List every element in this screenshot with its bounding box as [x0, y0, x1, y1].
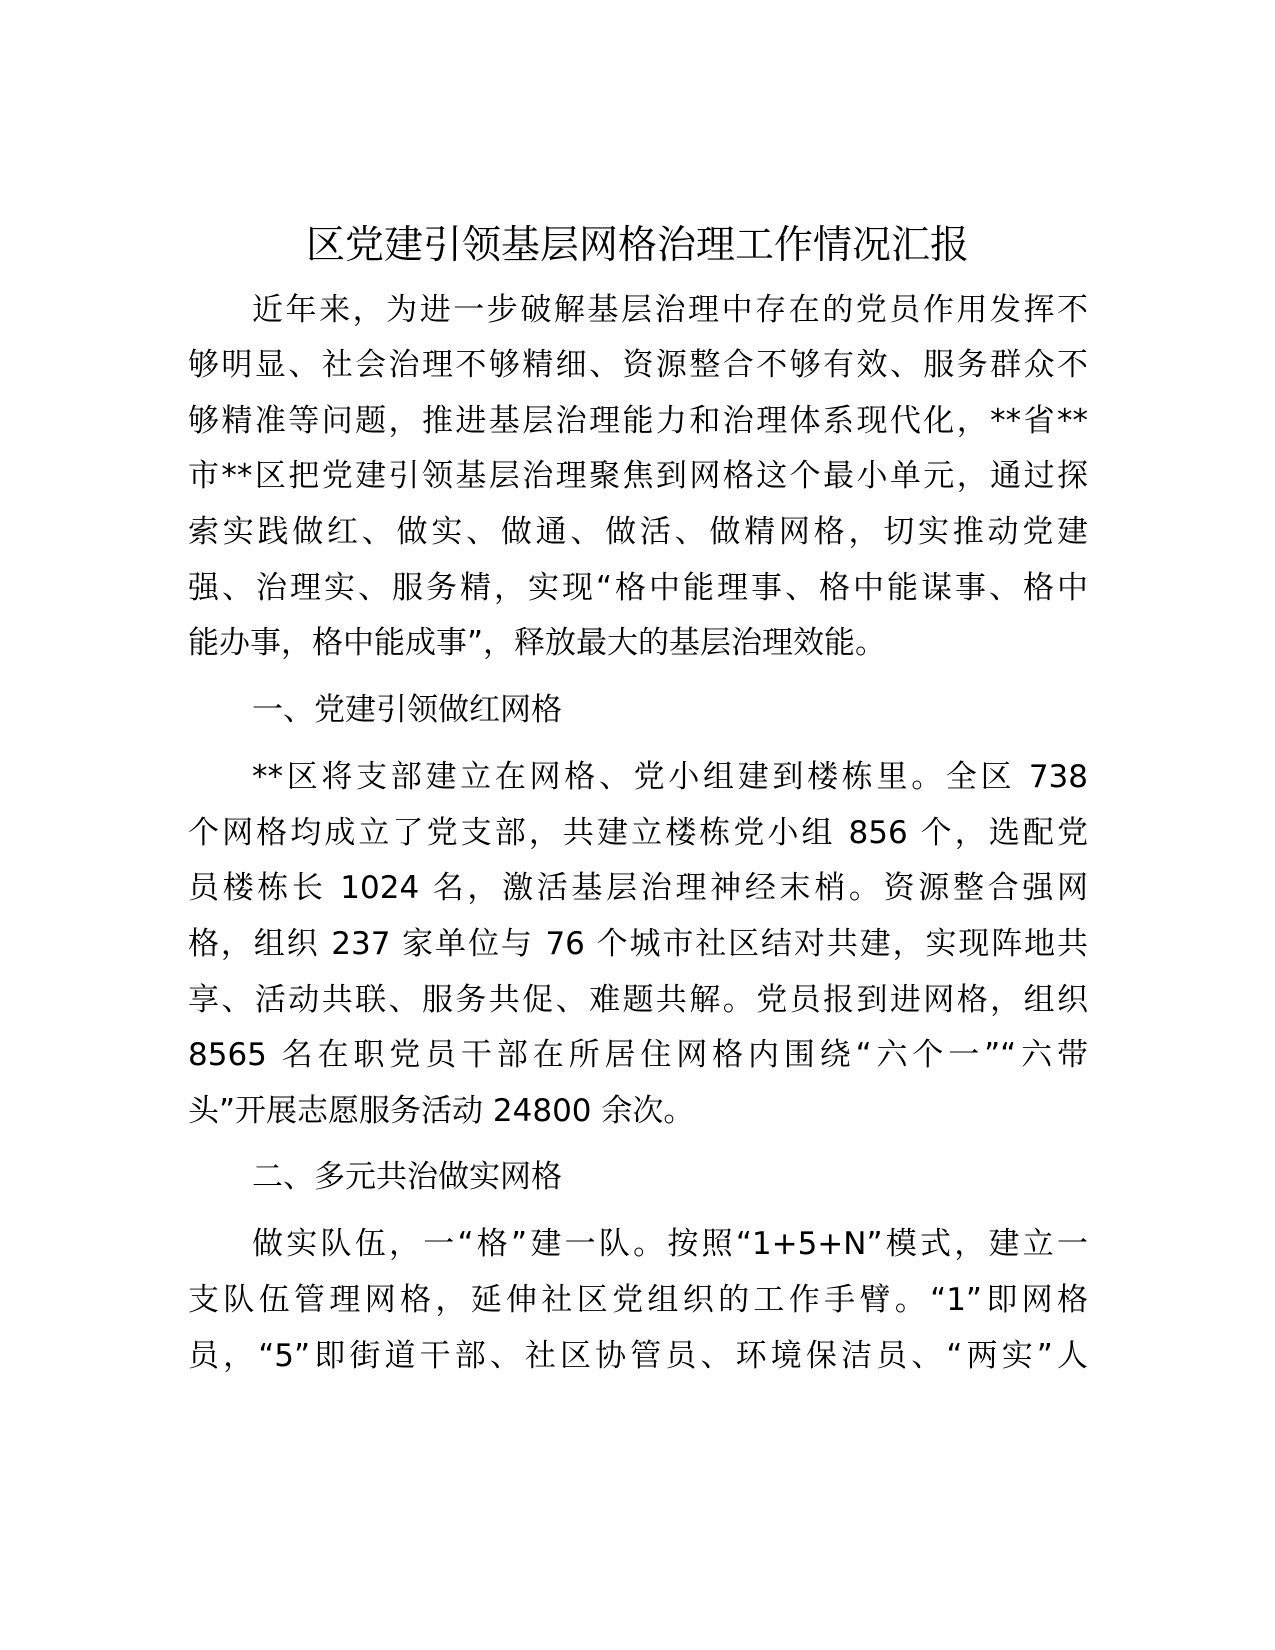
- intro-line-5: 索实践做红、做实、做通、做活、做精网格，切实推动党建: [188, 514, 1088, 550]
- intro-line-2: 够明显、社会治理不够精细、资源整合不够有效、服务群众不: [188, 347, 1088, 383]
- section-1-line-4: 格，组织 237 家单位与 76 个城市社区结对共建，实现阵地共: [188, 926, 1088, 962]
- intro-line-3: 够精准等问题，推进基层治理能力和治理体系现代化，**省**: [188, 403, 1088, 439]
- section-1-line-6: 8565 名在职党员干部在所居住网格内围绕“六个一”“六带: [188, 1037, 1088, 1073]
- intro-line-6: 强、治理实、服务精，实现“格中能理事、格中能谋事、格中: [188, 570, 1088, 606]
- section-1-line-2: 个网格均成立了党支部，共建立楼栋党小组 856 个，选配党: [188, 815, 1088, 851]
- section-1-heading: 一、党建引领做红网格: [252, 692, 562, 728]
- section-2-line-2: 支队伍管理网格，延伸社区党组织的工作手臂。“1”即网格: [188, 1282, 1088, 1318]
- section-1-line-5: 享、活动共联、服务共促、难题共解。党员报到进网格，组织: [188, 982, 1088, 1018]
- section-1-line-7: 头”开展志愿服务活动 24800 余次。: [188, 1093, 695, 1129]
- section-2-line-3: 员，“5”即街道干部、社区协管员、环境保洁员、“两实”人: [188, 1338, 1088, 1374]
- section-1-line-3: 员楼栋长 1024 名，激活基层治理神经末梢。资源整合强网: [188, 870, 1088, 906]
- section-2-line-1: 做实队伍，一“格”建一队。按照“1+5+N”模式，建立一: [252, 1226, 1088, 1262]
- intro-line-7: 能办事，格中能成事”，释放最大的基层治理效能。: [188, 625, 887, 661]
- section-1-line-1: **区将支部建立在网格、党小组建到楼栋里。全区 738: [252, 759, 1088, 795]
- section-2-heading: 二、多元共治做实网格: [252, 1159, 562, 1195]
- document-title: 区党建引领基层网格治理工作情况汇报: [305, 223, 969, 268]
- intro-line-4: 市**区把党建引领基层治理聚焦到网格这个最小单元，通过探: [188, 458, 1088, 494]
- intro-line-1: 近年来，为进一步破解基层治理中存在的党员作用发挥不: [252, 292, 1088, 328]
